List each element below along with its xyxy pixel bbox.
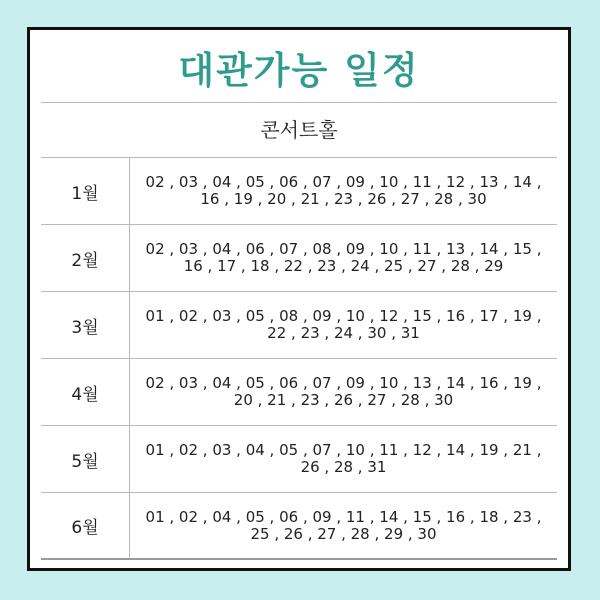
available-days: 02 , 03 , 04 , 05 , 06 , 07 , 09 , 10 , 11 , 12 , 13 , 14 , 16 , 19 , 20 , 21 , 23 , 26 , 27 , 28 , 30	[145, 173, 542, 208]
month-label: 5월	[41, 426, 130, 492]
month-label: 4월	[41, 359, 130, 425]
table-row	[41, 493, 557, 560]
month-label: 3월	[41, 292, 130, 358]
table-row	[41, 225, 557, 292]
available-days: 01 , 02 , 03 , 04 , 05 , 07 , 10 , 11 , 12 , 14 , 19 , 21 , 26 , 28 , 31	[145, 441, 542, 476]
available-days: 02 , 03 , 04 , 05 , 06 , 07 , 09 , 10 , 13 , 14 , 16 , 19 , 20 , 21 , 23 , 26 , 27 , 28 , 30	[145, 374, 542, 409]
table-row	[41, 359, 557, 426]
schedule-table	[41, 102, 557, 560]
table-row	[41, 292, 557, 359]
available-days: 01 , 02 , 04 , 05 , 06 , 09 , 11 , 14 , 15 , 16 , 18 , 23 , 25 , 26 , 27 , 28 , 29 , 30	[145, 507, 542, 543]
month-label: 6월	[41, 493, 130, 558]
available-days: 01 , 02 , 03 , 05 , 08 , 09 , 10 , 12 , 15 , 16 , 17 , 19 , 22 , 23 , 24 , 30 , 31	[145, 307, 542, 342]
month-label: 1월	[41, 158, 130, 224]
table-row	[41, 426, 557, 493]
page-title: 대관가능 일정	[178, 49, 420, 92]
schedule-card	[27, 27, 571, 571]
table-row	[41, 158, 557, 225]
month-label: 2월	[41, 225, 130, 291]
available-days: 02 , 03 , 04 , 06 , 07 , 08 , 09 , 10 , 11 , 13 , 14 , 15 , 16 , 17 , 18 , 22 , 23 , 24 , 25 , 27 , 28 , 29	[145, 240, 542, 275]
venue-header: 콘서트홀	[41, 102, 557, 158]
